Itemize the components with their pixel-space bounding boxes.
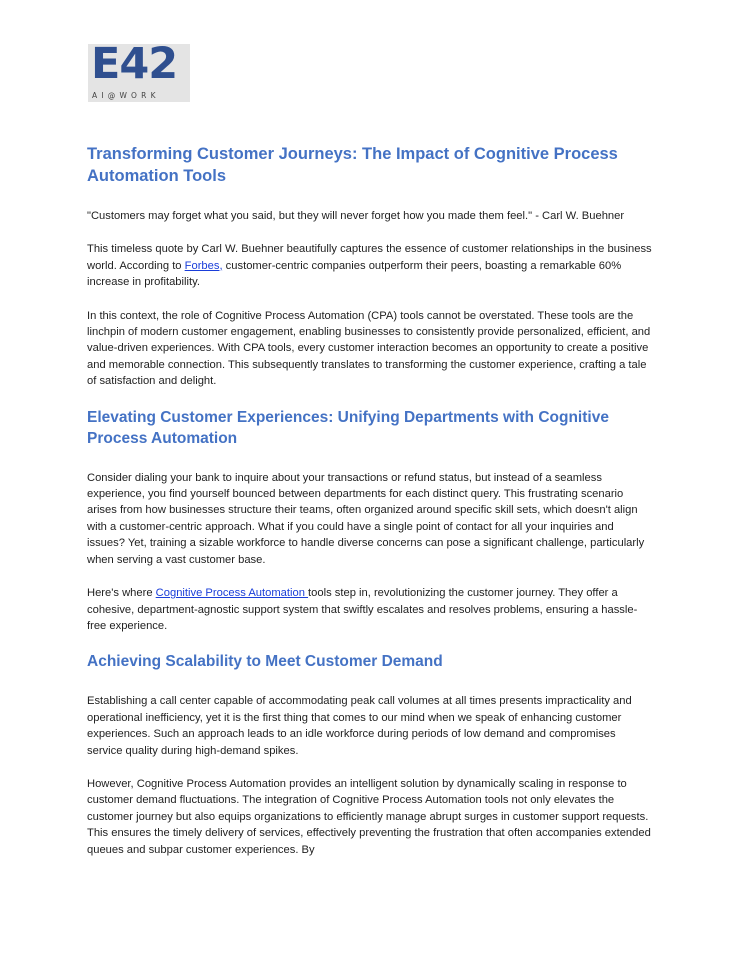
section-heading-elevating: Elevating Customer Experiences: Unifying Departments with Cognitive Process Automation <box>87 408 609 447</box>
section1-paragraph-1: Consider dialing your bank to inquire about your transactions or refund status, but instead of a seamless experience, you find yourself bounced between departments for each distinct query. This frustrating scenario arises from how businesses structure their teams, often organized around specific skill sets, which doesn't align with a customer-centric approach. What if you could have a single point of contact for all your inquiries and issues? Yet, training a sizable workforce to handle diverse concerns can pose a significant challenge, particularly when serving a vast customer base. <box>87 471 645 566</box>
opening-quote: "Customers may forget what you said, but they will never forget how you made them feel." - Carl W. Buehner <box>87 210 625 222</box>
logo-mark: E42 <box>91 39 178 89</box>
intro-text-after-link: customer-centric companies outperform their peers, boasting a remarkable 60% increase in profitability. <box>87 259 622 289</box>
intro-text-before-link: This timeless quote by Carl W. Buehner beautifully captures the essence of customer relationships in the business world. According to <box>87 243 652 272</box>
section-heading-scalability: Achieving Scalability to Meet Customer Demand <box>87 653 443 671</box>
section1-paragraph-2 <box>87 585 653 634</box>
company-logo <box>88 39 190 102</box>
section2-paragraph-2: However, Cognitive Process Automation provides an intelligent solution by dynamically scaling in response to customer demand fluctuations. The integration of Cognitive Process Automation tools not only elevates the customer journey but also equips organizations to efficiently manage abrupt surges in customer support requests. This ensures the timely delivery of services, effectively preventing the frustration that often accompanies extended queues and subpar customer experiences. By <box>87 777 651 856</box>
logo-tagline: AI@WORK <box>92 91 160 100</box>
section2-paragraph-1: Establishing a call center capable of accommodating peak call volumes at all times presents impracticality and operational inefficiency, yet it is the first thing that comes to our mind when we speak of enhancing customer experiences. Such an approach leads to an idle workforce during periods of low demand and compromises service quality during high-demand spikes. <box>87 695 632 757</box>
forbes-link[interactable]: Forbes, <box>184 259 223 272</box>
document-body <box>87 143 653 858</box>
page-title: Transforming Customer Journeys: The Impact of Cognitive Process Automation Tools <box>87 145 618 185</box>
intro-paragraph <box>87 241 653 290</box>
cognitive-process-automation-link[interactable]: Cognitive Process Automation <box>155 587 309 600</box>
section1-p2-after-link: tools step in, revolutionizing the customer journey. They offer a cohesive, department-agnostic support system that swiftly escalates and resolves problems, ensuring a hassle-free experience. <box>87 587 638 632</box>
section1-p2-before-link: Here's where <box>87 587 156 600</box>
context-paragraph: In this context, the role of Cognitive Process Automation (CPA) tools cannot be overstated. These tools are the linchpin of modern customer engagement, enabling businesses to consistently provide personalized, efficient, and value-driven experiences. With CPA tools, every customer interaction becomes an opportunity to create a positive and memorable connection. This subsequently translates to transforming the customer experience, crafting a tale of satisfaction and delight. <box>87 309 651 388</box>
